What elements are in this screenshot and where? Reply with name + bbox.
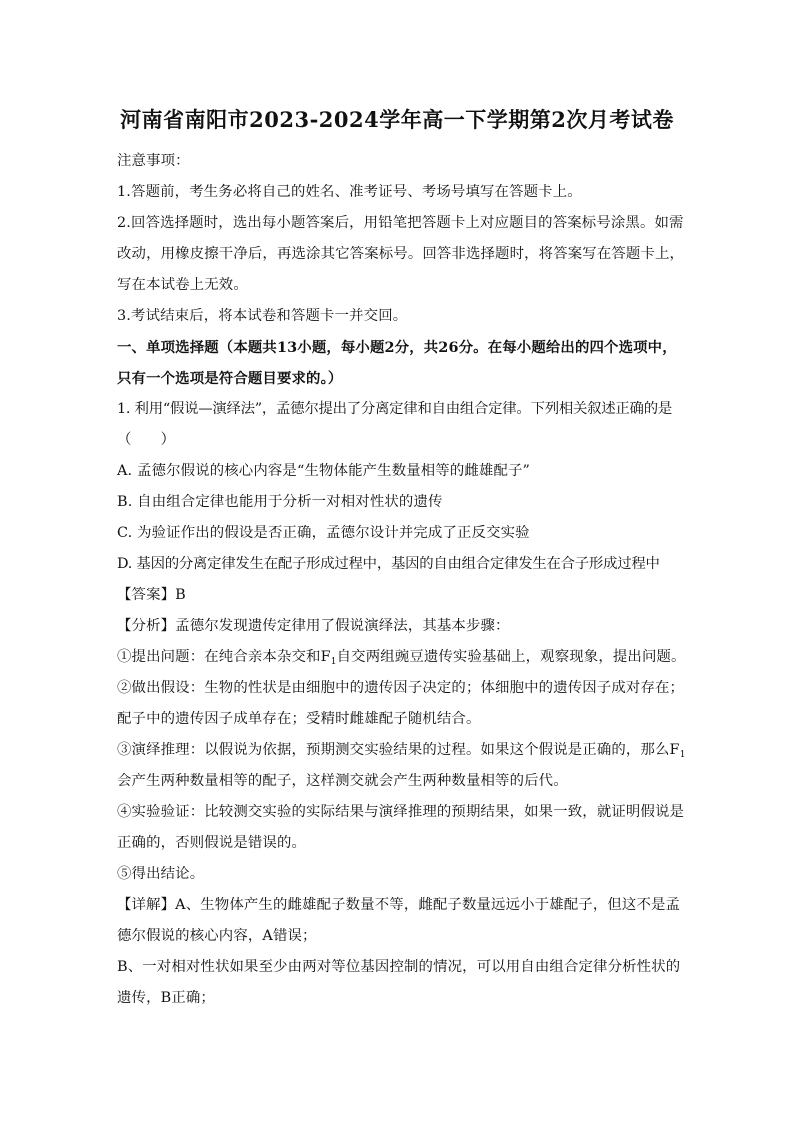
question-1-stem-line-1: 1. 利用“假说—演绎法”，孟德尔提出了分离定律和自由组合定律。下列相关叙述正确的是 [117, 401, 672, 417]
step-1-subscript: 1 [330, 657, 337, 667]
step-3-line-2: 会产生两种数量相等的配子，这样测交就会产生两种数量相等的后代。 [117, 773, 568, 789]
step-5: ⑤得出结论。 [117, 866, 205, 882]
analysis-heading: 【分析】孟德尔发现遗传定律用了假说演绎法，其基本步骤： [117, 618, 510, 634]
step-3-line-1 [117, 735, 686, 766]
option-b: B. 自由组合定律也能用于分析一对相对性状的遗传 [117, 494, 443, 510]
option-a: A. 孟德尔假说的核心内容是“生物体能产生数量相等的雌雄配子” [117, 463, 531, 479]
step-4-line-2: 正确的，否则假说是错误的。 [117, 835, 307, 851]
step-2-line-1: ②做出假设：生物的性状是由细胞中的遗传因子决定的；体细胞中的遗传因子成对存在； [117, 680, 685, 696]
notice-heading: 注意事项： [117, 153, 190, 169]
section-heading-line-2: 只有一个选项是符合题目要求的。） [117, 370, 343, 387]
step-2-line-2: 配子中的遗传因子成单存在；受精时雌雄配子随机结合。 [117, 711, 481, 727]
step-3-subscript: 1 [679, 750, 686, 760]
step-1-part-b: 自交两组豌豆遗传实验基础上，观察现象，提出问题。 [336, 649, 686, 665]
step-4-line-1: ④实验验证：比较测交实验的实际结果与演绎推理的预期结果，如果一致，就证明假说是 [117, 804, 685, 820]
question-1-stem-line-2: （ ） [117, 432, 176, 448]
notice-item-2-line-2: 改动，用橡皮擦干净后，再选涂其它答案标号。回答非选择题时，将答案写在答题卡上， [117, 246, 685, 262]
option-d: D. 基因的分离定律发生在配子形成过程中，基因的自由组合定律发生在合子形成过程中 [117, 556, 660, 572]
option-c: C. 为验证作出的假设是否正确，孟德尔设计并完成了正反交实验 [117, 525, 530, 541]
notice-item-1: 1.答题前，考生务必将自己的姓名、准考证号、考场号填写在答题卡上。 [117, 184, 582, 200]
detail-line-2: 德尔假说的核心内容，A错误； [117, 928, 317, 944]
step-3-part-a: ③演绎推理：以假说为依据，预期测交实验结果的过程。如果这个假说是正确的，那么F [117, 742, 680, 758]
section-heading-line-1: 一、单项选择题（本题共13小题，每小题2分，共26分。在每小题给出的四个选项中， [117, 339, 677, 356]
step-1-part-a: ①提出问题：在纯合亲本杂交和F [117, 649, 331, 665]
detail-line-4: 遗传，B正确； [117, 990, 215, 1006]
notice-item-2-line-3: 写在本试卷上无效。 [117, 277, 248, 293]
page-title: 河南省南阳市2023-2024学年高一下学期第2次月考试卷 [120, 107, 674, 132]
detail-line-3: B、一对相对性状如果至少由两对等位基因控制的情况，可以用自由组合定律分析性状的 [117, 959, 681, 975]
answer-line: 【答案】B [117, 587, 186, 603]
document-body [117, 146, 686, 1014]
detail-line-1: 【详解】A、生物体产生的雌雄配子数量不等，雌配子数量远远小于雄配子，但这不是孟 [117, 897, 681, 913]
notice-item-3: 3.考试结束后，将本试卷和答题卡一并交回。 [117, 308, 408, 324]
step-1 [117, 642, 686, 673]
notice-item-2-line-1: 2.回答选择题时，选出每小题答案后，用铅笔把答题卡上对应题目的答案标号涂黑。如需 [117, 215, 684, 231]
